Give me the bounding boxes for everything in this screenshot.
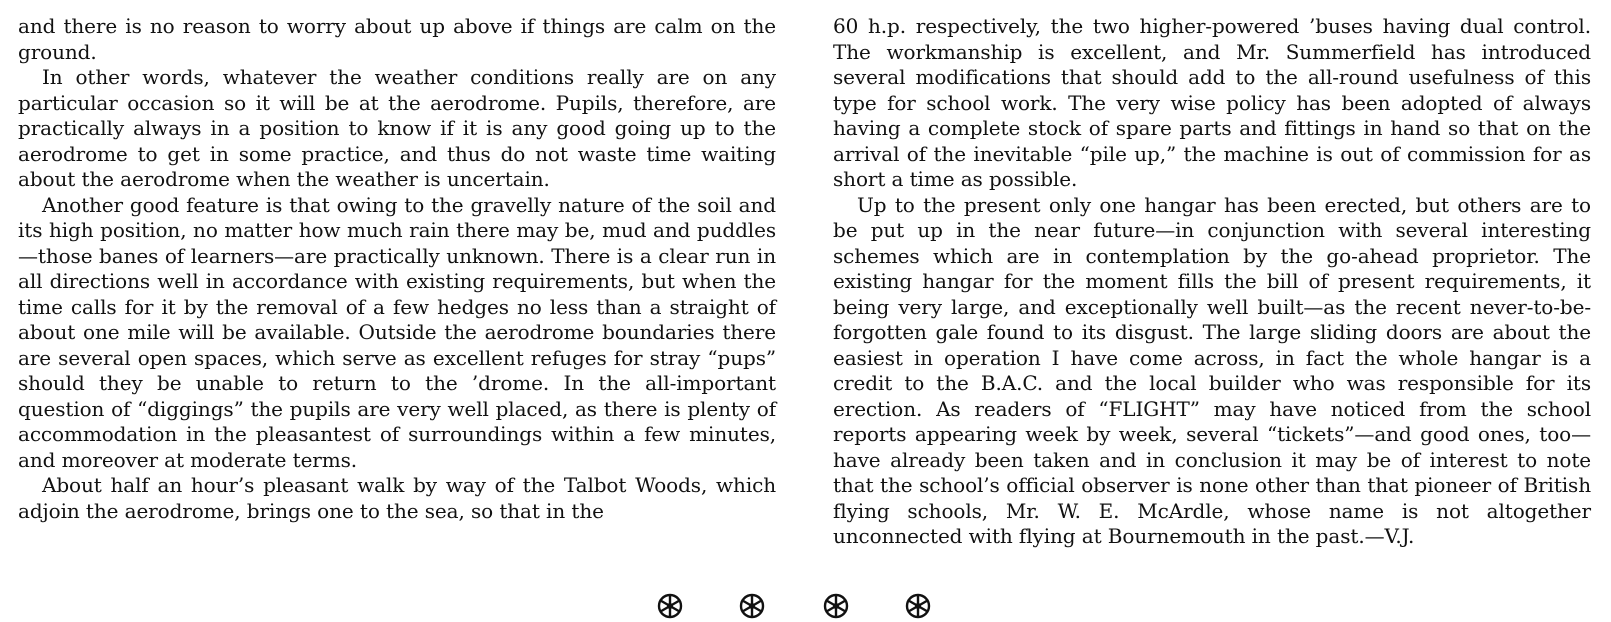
propeller-wheel-icon [656, 592, 684, 620]
right-paragraph-1: 60 h.p. respectively, the two higher-powered ’buses having dual control. The workmanship is excellent, and Mr. Summerfield has introduced several modifications that should add to the all-round usefulness of this type for school work. The very wise policy has been adopted of always having a complete stock of spare parts and fittings in hand so that on the arrival of the inevitable “pile up,” the machine is out of commission for as short a time as possible. [833, 14, 1591, 191]
left-paragraph-4: About half an hour’s pleasant walk by way of the Talbot Woods, which adjoin the aerodrome, brings one to the sea, so that in the [18, 473, 776, 523]
right-paragraph-2: Up to the present only one hangar has been erected, but others are to be put up in the near future—in conjunction with several interesting schemes which are in contemplation by the go-ahead proprietor. The existing hangar for the moment fills the bill of present requirements, it being very large, and exceptionally well built—as the recent never-to-be-forgotten gale found to its disgust. The large sliding doors are about the easiest in operation I have come across, in fact the whole hangar is a credit to the B.A.C. and the local builder who was responsible for its erection. As readers of “FLIGHT” may have noticed from the school reports appearing week by week, several “tickets”—and good ones, too—have already been taken and in conclusion it may be of interest to note that the school’s official observer is none other than that pioneer of British flying schools, Mr. W. E. McArdle, whose name is not altogether unconnected with flying at Bournemouth in the past.—V.J. [833, 192, 1591, 548]
right-column [833, 14, 1591, 550]
propeller-wheel-icon [738, 592, 766, 620]
section-divider-ornaments [0, 592, 1611, 622]
left-paragraph-3: Another good feature is that owing to the gravelly nature of the soil and its high position, no matter how much rain there may be, mud and puddles—those banes of learners—are practically unknown. There is a clear run in all directions well in accordance with existing requirements, but when the time calls for it by the removal of a few hedges no less than a straight of about one mile will be available. Outside the aerodrome boundaries there are several open spaces, which serve as excellent refuges for stray “pups” should they be unable to return to the ’drome. In the all-important question of “diggings” the pupils are very well placed, as there is plenty of accommodation in the pleasantest of surroundings within a few minutes, and moreover at moderate terms. [18, 192, 776, 472]
left-paragraph-1: and there is no reason to worry about up above if things are calm on the ground. [18, 14, 776, 64]
left-paragraph-2: In other words, whatever the weather conditions really are on any particular occasion so it will be at the aerodrome. Pupils, therefore, are practically always in a position to know if it is any good going up to the aerodrome to get in some practice, and thus do not waste time waiting about the aerodrome when the weather is uncertain. [18, 65, 776, 191]
propeller-wheel-icon [904, 592, 932, 620]
propeller-wheel-icon [822, 592, 850, 620]
left-column [18, 14, 776, 524]
